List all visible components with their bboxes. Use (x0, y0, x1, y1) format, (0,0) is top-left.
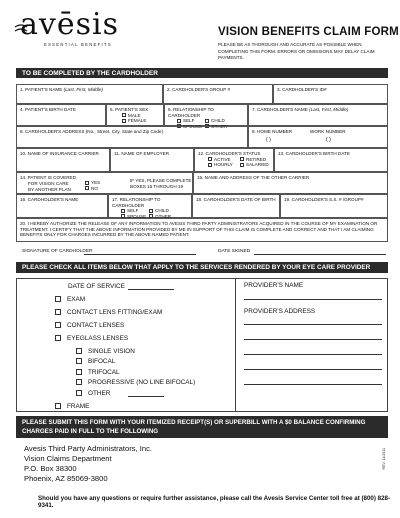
field-label: 11. NAME OF EMPLOYER (114, 151, 170, 156)
option-label: SELF (127, 208, 139, 214)
form-title: VISION BENEFITS CLAIM FORM (218, 26, 399, 38)
option-label: HOURLY (214, 162, 233, 168)
service-label: EXAM (67, 296, 86, 303)
authorization-text: 20. I HEREBY AUTHORIZE THE RELEASE OF ANY INFORMATION TO AVESIS THIRD PARTY ADMINISTRATORS ACQUIRED IN THE COURSE OF MY EXAMINATION OR TREATMENT. I CERTIFY THAT THE ABOVE INFORMATION PROVIDED BY ME IN SUPPORT OF THIS CLAIM IS COMPLETE AND CORRECT AND THAT I AM CLAIMING BENEFITS ONLY FOR CHARGES INCURRED BY THE ABOVE NAMED PATIENT. (20, 221, 378, 238)
cardholder-address-field[interactable] (16, 123, 248, 148)
address-line: Phoenix, AZ 85069-3800 (24, 474, 108, 483)
work-number-label: WORK NUMBER (310, 129, 346, 134)
service-contact-lenses[interactable] (55, 322, 124, 329)
cardholder-section-title: TO BE COMPLETED BY THE CARDHOLDER (22, 69, 158, 77)
checkbox[interactable] (85, 186, 89, 190)
signature-label: SIGNATURE OF CARDHOLDER (22, 249, 93, 254)
other-cardholder-dob-field[interactable] (192, 194, 280, 218)
service-label: EYEGLASS LENSES (67, 335, 129, 342)
option-label: SPOUSE (127, 213, 147, 219)
checkbox[interactable] (76, 369, 82, 375)
other-carrier-field[interactable] (193, 172, 388, 194)
field-label: 2. CARDHOLDER'S GROUP # (167, 87, 231, 92)
services-section-bar (16, 262, 388, 273)
mailing-address (24, 444, 152, 484)
field-label: 6. RELATIONSHIP TO CARDHOLDER (168, 107, 214, 118)
lens-other[interactable] (76, 390, 110, 397)
form-subtitle: PLEASE BE AS THOROUGH AND ACCURATE AS POSSIBLE WHEN COMPLETING THIS FORM. ERRORS OR OMISSIONS MAY DELAY CLAIM PAYMENTS. (218, 42, 375, 60)
patient-name-field[interactable] (16, 84, 163, 104)
field-label-line2: FOR VISION CARE (28, 180, 69, 186)
checkbox[interactable] (55, 335, 61, 341)
field-label: 15. NAME AND ADDRESS OF THE OTHER CARRIER (197, 175, 310, 180)
provider-address-line-1[interactable] (244, 324, 382, 325)
field-label: 5. PATIENT'S SEX (110, 107, 149, 112)
cardholder-birth-date-field[interactable] (274, 148, 388, 172)
service-contact-fitting[interactable] (55, 309, 162, 316)
phone-numbers-field[interactable] (248, 126, 388, 148)
date-signed-line[interactable] (254, 254, 386, 255)
lens-label: PROGRESSIVE (NO LINE BIFOCAL) (88, 379, 196, 386)
option-label: NO (91, 185, 98, 191)
checkbox[interactable] (208, 163, 212, 167)
logo-tagline: ESSENTIAL BENEFITS (44, 42, 112, 47)
employer-field[interactable] (110, 148, 194, 172)
field-label: 7. CARDHOLDER'S NAME (252, 107, 308, 112)
option-label: OTHER (155, 213, 172, 219)
lens-single-vision[interactable] (76, 348, 135, 355)
authorization-statement (16, 218, 388, 242)
provider-address-line-5[interactable] (244, 384, 382, 385)
checkbox[interactable] (240, 157, 244, 161)
coverage-no-option[interactable] (85, 186, 100, 192)
provider-address-label: PROVIDER'S ADDRESS (244, 308, 316, 315)
option-label: MALE (128, 112, 141, 118)
checkbox[interactable] (55, 309, 61, 315)
field-label: 16. CARDHOLDER'S NAME (20, 197, 79, 202)
logo-wordmark: avēsis (20, 7, 119, 42)
other-relationship-field (108, 194, 192, 218)
option-label: ACTIVE (214, 156, 231, 162)
patient-sex-field (106, 104, 164, 126)
field-label: 1. PATIENT'S NAME (20, 87, 63, 92)
checkbox[interactable] (85, 181, 89, 185)
service-label: CONTACT LENS FITTING/EXAM (67, 309, 163, 316)
checkbox[interactable] (55, 322, 61, 328)
field-label: 18. CARDHOLDER'S DATE OF BIRTH (196, 197, 276, 202)
checkbox[interactable] (149, 209, 153, 213)
field-label: 8. CARDHOLDER'S ADDRESS (No., Street, City, State and Zip Code) (20, 129, 163, 134)
other-cardholder-ss-field[interactable] (280, 194, 388, 218)
checkbox[interactable] (121, 209, 125, 213)
option-label: FEMALE (128, 118, 147, 124)
option-label: SELF (183, 118, 195, 124)
checkbox[interactable] (122, 119, 126, 123)
services-divider (235, 278, 236, 412)
checkbox[interactable] (122, 113, 126, 117)
revision-code: REV. 11/2011 (382, 448, 386, 470)
insurance-carrier-field[interactable] (16, 148, 110, 172)
lens-label: BIFOCAL (88, 358, 116, 365)
address-line: Vision Claims Department (24, 454, 112, 463)
service-frame[interactable] (55, 403, 89, 410)
date-of-service-line[interactable] (128, 289, 174, 290)
coverage-note-line2: BOXES 15 THROUGH 19 (130, 183, 184, 189)
field-hint: (Last, First, Middle) (63, 87, 103, 92)
work-area-code: ( ) (326, 136, 331, 143)
address-line: P.O. Box 38300 (24, 464, 77, 473)
lens-progressive[interactable] (76, 379, 195, 386)
checkbox[interactable] (205, 119, 209, 123)
field-hint: (Last, First, Middle) (309, 107, 349, 112)
checkbox[interactable] (208, 157, 212, 161)
service-label: CONTACT LENSES (67, 322, 125, 329)
service-exam[interactable] (55, 296, 85, 303)
patient-birth-date-field[interactable] (16, 104, 106, 126)
lens-trifocal[interactable] (76, 369, 120, 376)
other-coverage-field (16, 172, 193, 194)
lens-label: TRIFOCAL (88, 369, 120, 376)
home-area-code: ( ) (266, 136, 271, 143)
field-label: 13. CARDHOLDER'S BIRTH DATE (278, 151, 350, 156)
checkbox[interactable] (76, 348, 82, 354)
checkbox[interactable] (55, 296, 61, 302)
checkbox[interactable] (76, 358, 82, 364)
cardholder-status-field (194, 148, 274, 172)
field-label: 12. CARDHOLDER'S STATUS (198, 151, 261, 156)
field-label: 10. NAME OF INSURANCE CARRIER (20, 151, 99, 156)
signature-line[interactable] (84, 254, 196, 255)
provider-name-label: PROVIDER'S NAME (244, 282, 304, 289)
cardholder-name-field[interactable] (248, 104, 388, 126)
option-label: OTHER (211, 123, 228, 129)
service-eyeglass-lenses[interactable] (55, 335, 128, 342)
cardholder-group-field[interactable] (163, 84, 273, 104)
option-label: CHILD (155, 208, 169, 214)
coverage-note: IF YES, PLEASE COMPLETE (130, 178, 192, 183)
footer-note: Should you have any questions or require further assistance, please call the Avesis Service Center toll free at (800) 828-9341. (38, 495, 391, 509)
field-label: 19. CARDHOLDER'S S.S. # /GROUP# (284, 197, 364, 202)
field-label: 3. CARDHOLDER'S ID# (277, 87, 327, 92)
field-label: 4. PATIENT'S BIRTH DATE (20, 107, 76, 112)
provider-name-line[interactable] (244, 299, 382, 300)
lens-bifocal[interactable] (76, 358, 115, 365)
service-label: FRAME (67, 403, 90, 410)
provider-address-line-4[interactable] (244, 369, 382, 370)
checkbox[interactable] (177, 119, 181, 123)
option-label: SALARIED (246, 162, 269, 168)
checkbox[interactable] (76, 390, 82, 396)
option-label: SPOUSE (183, 123, 203, 129)
sex-female-option[interactable] (122, 118, 160, 124)
cardholder-id-field[interactable] (273, 84, 388, 104)
lens-label: OTHER (88, 390, 111, 397)
date-of-service-label: DATE OF SERVICE (68, 283, 125, 290)
other-cardholder-name-field[interactable] (16, 194, 108, 218)
field-label-line3: BY ANOTHER PLAN (28, 186, 71, 192)
provider-address-line-2[interactable] (244, 339, 382, 340)
lens-other-line[interactable] (128, 396, 164, 397)
checkbox[interactable] (55, 403, 61, 409)
cardholder-section-bar (16, 68, 388, 78)
lens-label: SINGLE VISION (88, 348, 135, 355)
provider-address-line-3[interactable] (244, 354, 382, 355)
submit-section-title: PLEASE SUBMIT THIS FORM WITH YOUR ITEMIZED RECEIPT(S) OR SUPERBILL WITH A $0 BALANCE CONFIRMING CHARGES PAID IN FULL TO THE FOLLOWING (22, 419, 366, 435)
status-hourly-option[interactable] (208, 162, 240, 168)
address-line: Avesis Third Party Administrators, Inc. (24, 444, 153, 453)
field-label: 14. PATIENT IS COVERED (20, 175, 76, 180)
option-label: RETIRED (246, 156, 267, 162)
relationship-field (164, 104, 248, 129)
submit-section-bar (16, 416, 388, 438)
services-section-title: PLEASE CHECK ALL ITEMS BELOW THAT APPLY TO THE SERVICES RENDERED BY YOUR EYE CARE PROVIDER (22, 264, 371, 271)
status-salaried-option[interactable] (240, 162, 274, 168)
date-signed-label: DATE SIGNED (218, 249, 251, 254)
option-label: CHILD (211, 118, 225, 124)
home-number-label: 9. HOME NUMBER (252, 129, 293, 134)
field-label: 17. RELATIONSHIP TO CARDHOLDER (112, 197, 161, 208)
option-label: YES (91, 180, 101, 185)
checkbox[interactable] (76, 379, 82, 385)
checkbox[interactable] (240, 163, 244, 167)
